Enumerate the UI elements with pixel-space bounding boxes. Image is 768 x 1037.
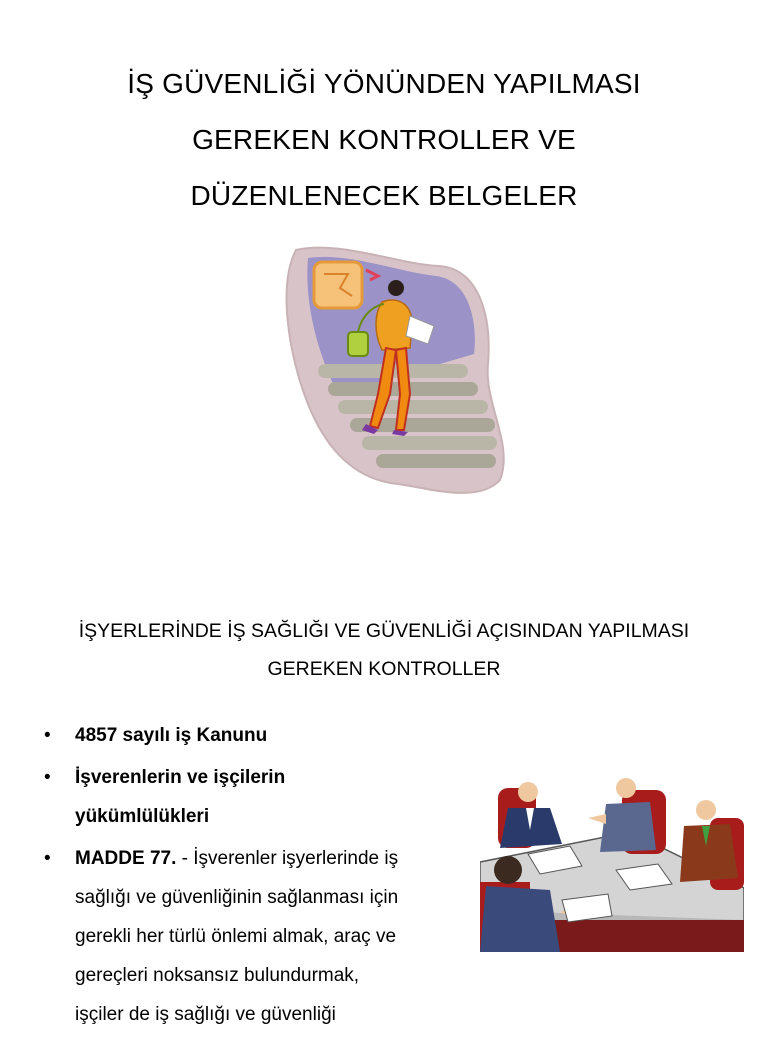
bullet-symbol: •: [44, 725, 51, 746]
page-title: [0, 56, 768, 224]
bullet-symbol: •: [44, 848, 51, 869]
title-line-1: İŞ GÜVENLİĞİ YÖNÜNDEN YAPILMASI: [127, 68, 641, 99]
article-text-line-2: sağlığı ve güvenliğinin sağlanması için: [75, 887, 399, 908]
person-figure: [498, 782, 562, 848]
sign-shape: [314, 262, 362, 308]
meeting-illustration: [480, 770, 744, 952]
bullet-item: [40, 716, 460, 755]
bullet-list: [40, 716, 460, 1037]
bullet-symbol: •: [44, 767, 51, 788]
title-line-3: DÜZENLENECEK BELGELER: [190, 180, 578, 211]
section-heading: [0, 612, 768, 688]
article-text-line-5: işçiler de iş sağlığı ve güvenliği: [75, 1004, 336, 1025]
bullet-item: [40, 758, 460, 836]
law-reference: 4857 sayılı iş Kanunu: [75, 725, 268, 746]
obligations-heading-line-1: İşverenlerin ve işçilerin: [75, 767, 286, 788]
article-label: MADDE 77.: [75, 848, 177, 869]
title-line-2: GEREKEN KONTROLLER VE: [192, 124, 576, 155]
section-heading-line-2: GEREKEN KONTROLLER: [267, 658, 501, 680]
article-text-line-4: gereçleri noksansız bulundurmak,: [75, 965, 360, 986]
worker-on-stairs-illustration: [278, 244, 514, 496]
bullet-item: [40, 839, 460, 1034]
article-text-line-3: gerekli her türlü önlemi almak, araç ve: [75, 926, 397, 947]
section-heading-line-1: İŞYERLERİNDE İŞ SAĞLIĞI VE GÜVENLİĞİ AÇISINDAN YAPILMASI: [78, 620, 690, 642]
obligations-heading-line-2: yükümlülükleri: [75, 806, 210, 827]
person-figure: [680, 800, 744, 890]
article-text-line-1: - İşverenler işyerlerinde iş: [176, 848, 399, 869]
